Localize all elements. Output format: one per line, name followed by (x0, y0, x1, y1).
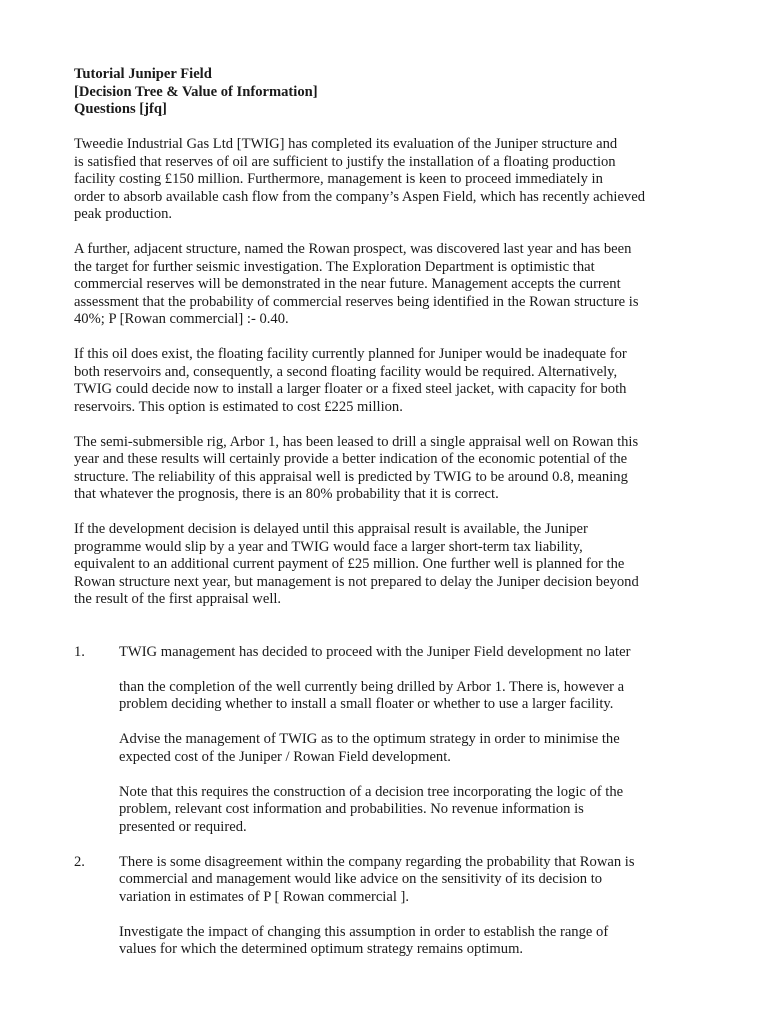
question-2 (74, 854, 694, 959)
paragraph-facility (74, 346, 694, 416)
question-1 (74, 644, 694, 837)
text-line: commercial reserves will be demonstrated in the near future. Management accepts the current (74, 276, 621, 292)
text-line: the result of the first appraisal well. (74, 591, 282, 607)
text-line: order to absorb available cash flow from the company’s Aspen Field, which has recently achieved (74, 188, 646, 205)
text-line: expected cost of the Juniper / Rowan Field development. (119, 748, 451, 765)
paragraph-rowan (74, 241, 694, 329)
text-line: year and these results will certainly provide a better indication of the economic potential of the (74, 451, 628, 467)
text-line: that whatever the prognosis, there is an 80% probability that it is correct. (74, 486, 499, 502)
text-line: The semi-submersible rig, Arbor 1, has been leased to drill a single appraisal well on Rowan this (74, 433, 639, 450)
text-line: facility costing £150 million. Furthermore, management is keen to proceed immediately in (74, 171, 603, 187)
text-line: programme would slip by a year and TWIG would face a larger short-term tax liability, (74, 538, 583, 555)
question-number: 2. (74, 853, 85, 870)
document-title-block (74, 66, 694, 119)
text-line: Investigate the impact of changing this assumption in order to establish the range of (119, 923, 609, 940)
text-line: commercial and management would like advice on the sensitivity of its decision to (119, 871, 603, 887)
question-body (119, 644, 694, 837)
text-line: If this oil does exist, the floating facility currently planned for Juniper would be inadequate for (74, 346, 627, 362)
text-line: than the completion of the well currently being drilled by Arbor 1. There is, however a (119, 678, 625, 695)
text-line: Tweedie Industrial Gas Ltd [TWIG] has completed its evaluation of the Juniper structure and (74, 136, 618, 152)
text-line: TWIG could decide now to install a larger floater or a fixed steel jacket, with capacity for both (74, 381, 627, 397)
text-line: Advise the management of TWIG as to the optimum strategy in order to minimise the (119, 731, 620, 747)
text-line: presented or required. (119, 818, 247, 835)
text-line: problem, relevant cost information and probabilities. No revenue information is (119, 801, 584, 817)
text-line: Note that this requires the construction of a decision tree incorporating the logic of the (119, 783, 624, 800)
text-line: equivalent to an additional current payment of £25 million. One further well is planned for the (74, 556, 625, 572)
text-line: assessment that the probability of commercial reserves being identified in the Rowan structure is (74, 293, 639, 310)
text-line: peak production. (74, 206, 173, 222)
question-body (119, 854, 694, 959)
text-line: There is some disagreement within the company regarding the probability that Rowan is (119, 853, 635, 870)
text-line: values for which the determined optimum strategy remains optimum. (119, 941, 524, 957)
question-number: 1. (74, 643, 85, 660)
text-line: 40%; P [Rowan commercial] :- 0.40. (74, 311, 289, 327)
text-line: both reservoirs and, consequently, a second floating facility would be required. Alternatively, (74, 363, 618, 380)
paragraph-intro (74, 136, 694, 224)
text-line: structure. The reliability of this appraisal well is predicted by TWIG to be around 0.8, meaning (74, 468, 628, 485)
paragraph-appraisal (74, 434, 694, 504)
text-line: is satisfied that reserves of oil are sufficient to justify the installation of a floating production (74, 153, 616, 170)
text-line: reservoirs. This option is estimated to cost £225 million. (74, 398, 403, 415)
text-line: A further, adjacent structure, named the Rowan prospect, was discovered last year and has been (74, 241, 632, 257)
text-line: variation in estimates of P [ Rowan commercial ]. (119, 888, 410, 905)
text-line: If the development decision is delayed until this appraisal result is available, the Juniper (74, 521, 588, 537)
text-line: the target for further seismic investigation. The Exploration Department is optimistic that (74, 258, 595, 275)
title-line-1: Tutorial Juniper Field (74, 66, 212, 82)
text-line: problem deciding whether to install a small floater or whether to use a larger facility. (119, 696, 614, 712)
title-line-2: [Decision Tree & Value of Information] (74, 83, 318, 100)
paragraph-delay (74, 521, 694, 609)
document-page (74, 66, 694, 959)
title-line-3: Questions [jfq] (74, 101, 167, 117)
text-line: TWIG management has decided to proceed with the Juniper Field development no later (119, 643, 631, 660)
text-line: Rowan structure next year, but management is not prepared to delay the Juniper decision beyond (74, 573, 639, 590)
